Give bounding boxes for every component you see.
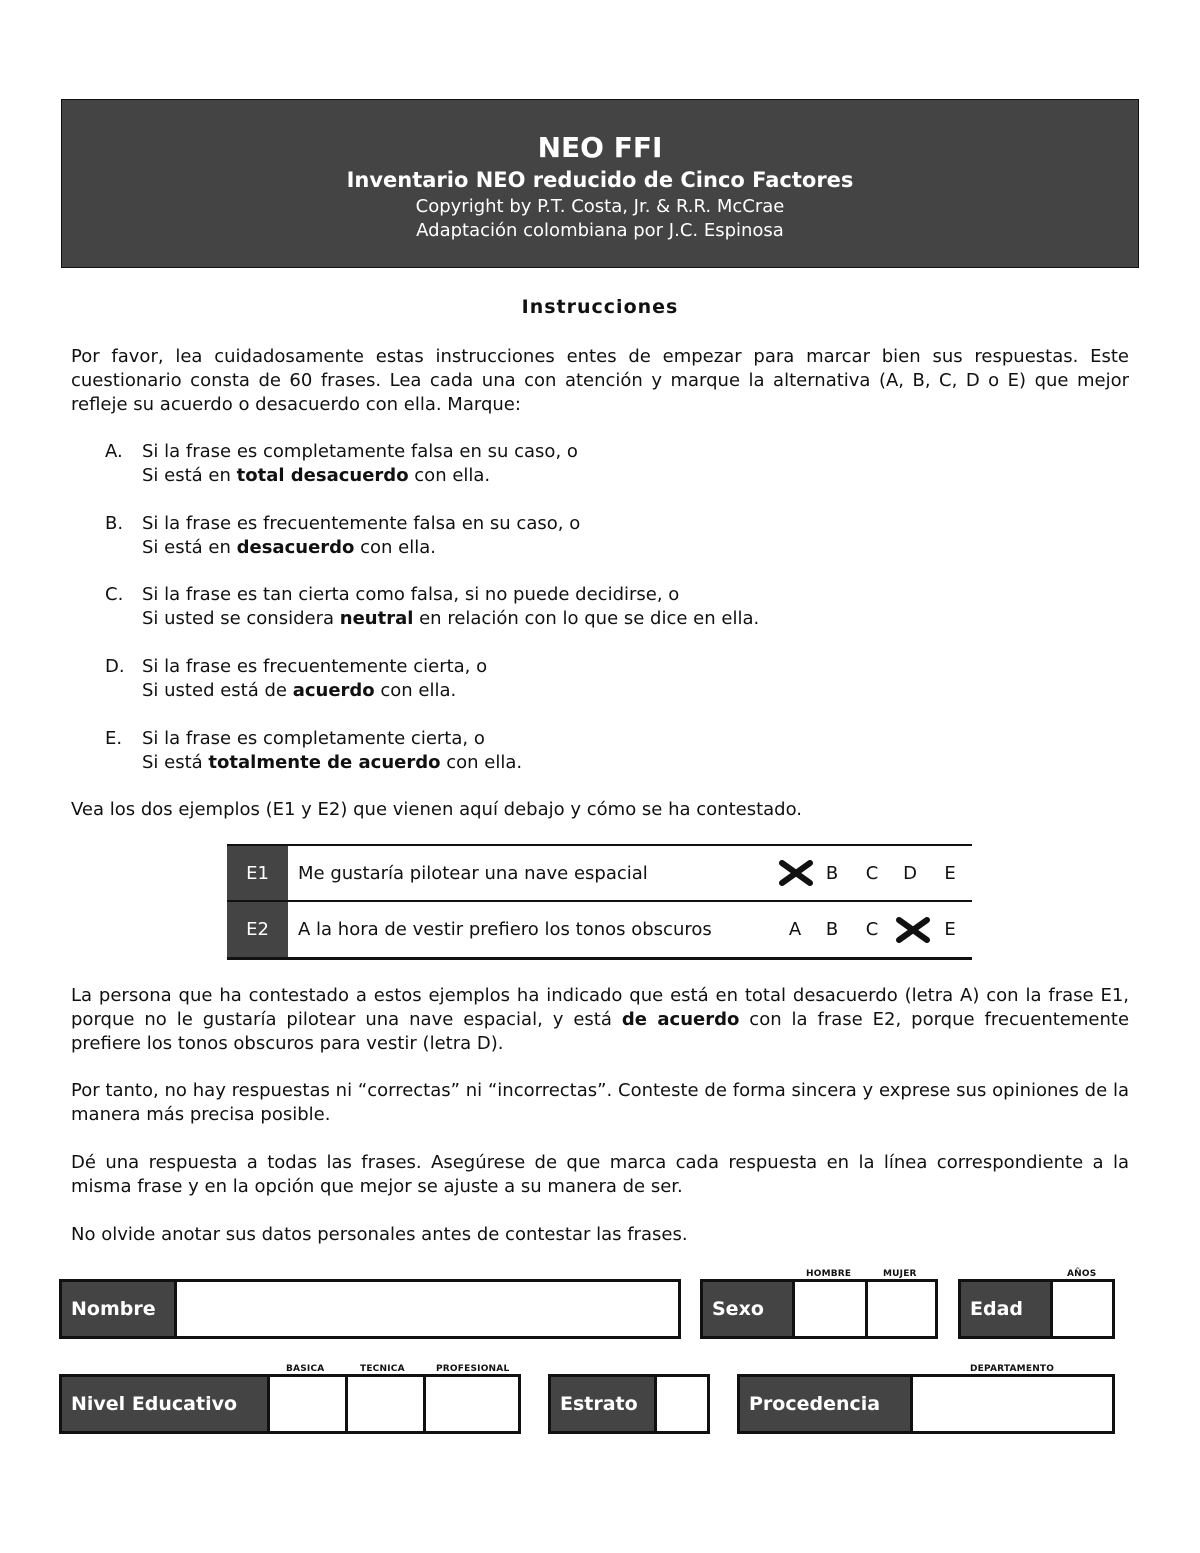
sexo-hombre-checkbox[interactable] bbox=[792, 1282, 865, 1336]
sexo-field-box bbox=[700, 1279, 938, 1339]
option-letter: C. bbox=[105, 584, 124, 605]
example-e2-choice-b[interactable]: B bbox=[825, 919, 839, 940]
example-e2-text: A la hora de vestir prefiero los tonos obscuros bbox=[298, 919, 712, 940]
answer-all-text: Dé una respuesta a todas las frases. Asegúrese de que marca cada respuesta en la línea correspondiente a la misma frase y en la opción que mejor se ajuste a su manera de ser. bbox=[71, 1152, 1129, 1197]
nivel-profesional-checkbox[interactable] bbox=[423, 1377, 518, 1431]
anos-caption: AÑOS bbox=[1067, 1269, 1097, 1279]
tecnica-caption: TECNICA bbox=[360, 1364, 405, 1374]
option-line2: Si está en total desacuerdo con ella. bbox=[142, 465, 491, 486]
option-line2: Si usted se considera neutral en relación con lo que se dice en ella. bbox=[142, 608, 760, 629]
nivel-tecnica-checkbox[interactable] bbox=[345, 1377, 423, 1431]
mujer-caption: MUJER bbox=[883, 1269, 917, 1279]
examples-explanation: La persona que ha contestado a estos ejemplos ha indicado que está en total desacuerdo (letra A) con la frase E1, porque no le gustaría pilotear una nave espacial, y está de acuerdo con la frase E2, porque frecuentemente prefiere los tonos obscuros para vestir (letra D). bbox=[71, 985, 1130, 1054]
option-line2: Si usted está de acuerdo con ella. bbox=[142, 680, 457, 701]
option-line1: Si la frase es completamente falsa en su caso, o bbox=[142, 441, 578, 462]
example-e1-mark-x-icon bbox=[779, 860, 813, 886]
estrato-label: Estrato bbox=[551, 1377, 654, 1431]
instructions-intro: Por favor, lea cuidadosamente estas instrucciones entes de empezar para marcar bien sus respuestas. Este cuestionario consta de 60 frases. Lea cada una con atención y marque la alternativa (A, B, C, D o E) que mejor refleje su acuerdo o desacuerdo con ella. Marque: bbox=[71, 346, 1129, 415]
procedencia-field-box bbox=[737, 1374, 1115, 1434]
example-e2-label: E2 bbox=[227, 902, 288, 957]
sexo-label: Sexo bbox=[703, 1282, 792, 1336]
option-letter: A. bbox=[105, 441, 123, 462]
option-letter: B. bbox=[105, 513, 124, 534]
table-rule-bottom bbox=[227, 957, 972, 960]
option-line2: Si está en desacuerdo con ella. bbox=[142, 537, 436, 558]
example-e1-text: Me gustaría pilotear una nave espacial bbox=[298, 863, 648, 884]
reminder-text: No olvide anotar sus datos personales antes de contestar las frases. bbox=[71, 1224, 688, 1245]
example-e1-choice-b[interactable]: B bbox=[825, 863, 839, 884]
example-e2-choice-e[interactable]: E bbox=[944, 919, 956, 940]
procedencia-input[interactable] bbox=[910, 1377, 1112, 1431]
nivel-basica-checkbox[interactable] bbox=[267, 1377, 345, 1431]
examples-table bbox=[227, 844, 972, 960]
instructions-title: Instrucciones bbox=[521, 296, 679, 318]
example-e1-choice-e[interactable]: E bbox=[944, 863, 956, 884]
no-right-answers-text: Por tanto, no hay respuestas ni “correctas” ni “incorrectas”. Conteste de forma sincera y exprese sus opiniones de la manera más precisa posible. bbox=[71, 1080, 1129, 1125]
examples-intro: Vea los dos ejemplos (E1 y E2) que vienen aquí debajo y cómo se ha contestado. bbox=[71, 799, 803, 820]
option-line2: Si está totalmente de acuerdo con ella. bbox=[142, 752, 523, 773]
nivel-educativo-field-box bbox=[59, 1374, 521, 1434]
example-e2-mark-x-icon bbox=[896, 917, 930, 943]
example-e2-choice-a[interactable]: A bbox=[788, 919, 802, 940]
form-subtitle: Inventario NEO reducido de Cinco Factores bbox=[346, 168, 854, 192]
example-e2-choice-c[interactable]: C bbox=[865, 919, 879, 940]
sexo-mujer-checkbox[interactable] bbox=[865, 1282, 935, 1336]
example-e1-label: E1 bbox=[227, 846, 288, 900]
nombre-label: Nombre bbox=[62, 1282, 174, 1336]
header-banner bbox=[61, 99, 1139, 268]
basica-caption: BASICA bbox=[286, 1364, 325, 1374]
option-line1: Si la frase es tan cierta como falsa, si no puede decidirse, o bbox=[142, 584, 680, 605]
copyright-line: Copyright by P.T. Costa, Jr. & R.R. McCrae bbox=[415, 196, 785, 217]
option-line1: Si la frase es completamente cierta, o bbox=[142, 728, 485, 749]
nombre-field-box bbox=[59, 1279, 681, 1339]
edad-field-box bbox=[958, 1279, 1115, 1339]
example-e1-choice-c[interactable]: C bbox=[865, 863, 879, 884]
profesional-caption: PROFESIONAL bbox=[436, 1364, 510, 1374]
procedencia-label: Procedencia bbox=[740, 1377, 910, 1431]
edad-label: Edad bbox=[961, 1282, 1050, 1336]
adaptation-line: Adaptación colombiana por J.C. Espinosa bbox=[416, 220, 784, 241]
form-title: NEO FFI bbox=[537, 131, 663, 164]
nombre-input[interactable] bbox=[174, 1282, 678, 1336]
example-e1-choice-d[interactable]: D bbox=[903, 863, 917, 884]
estrato-field-box bbox=[548, 1374, 710, 1434]
departamento-caption: DEPARTAMENTO bbox=[970, 1364, 1055, 1374]
table-rule-top bbox=[227, 844, 972, 846]
estrato-input[interactable] bbox=[654, 1377, 707, 1431]
nivel-educativo-label: Nivel Educativo bbox=[62, 1377, 267, 1431]
option-line1: Si la frase es frecuentemente cierta, o bbox=[142, 656, 488, 677]
edad-input[interactable] bbox=[1050, 1282, 1112, 1336]
option-line1: Si la frase es frecuentemente falsa en su caso, o bbox=[142, 513, 581, 534]
hombre-caption: HOMBRE bbox=[806, 1269, 852, 1279]
table-rule-middle bbox=[227, 900, 972, 902]
option-letter: E. bbox=[105, 728, 123, 749]
option-letter: D. bbox=[105, 656, 125, 677]
